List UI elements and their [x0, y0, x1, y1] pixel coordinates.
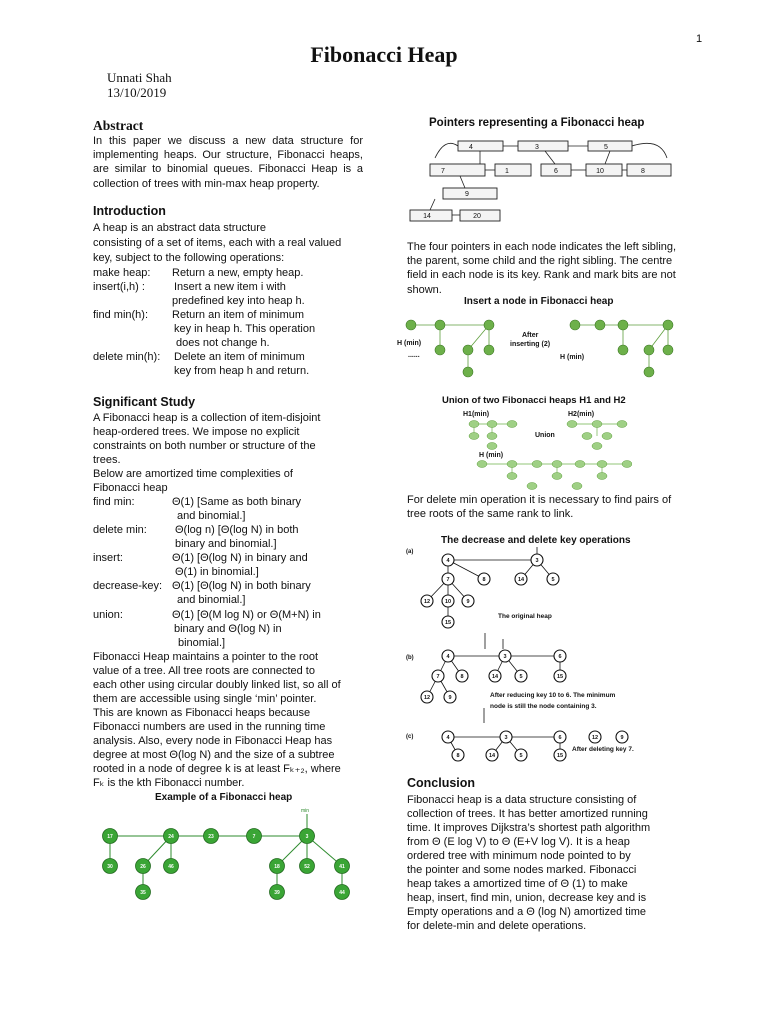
author-date: 13/10/2019	[107, 85, 167, 100]
complexity-desc: binary and binomial.]	[175, 538, 277, 550]
page-title: Fibonacci Heap	[310, 42, 458, 67]
study-line: each other using circular doubly linked list, so all of	[93, 679, 341, 691]
intro-line: consisting of a set of items, each with a real valued	[93, 237, 342, 249]
op-desc: does not change h.	[176, 337, 270, 349]
cell-label: 5	[604, 144, 608, 151]
node-label: 52	[304, 864, 310, 870]
node-label: 7	[436, 674, 440, 680]
op-name: find min(h):	[93, 309, 149, 321]
node-label: 44	[339, 890, 345, 896]
conclusion-line: heap, insert, find min, union, decrease key and is	[407, 892, 647, 904]
study-line: Fₖ is the kth Fibonacci number.	[93, 777, 245, 789]
complexity-desc: and binomial.]	[177, 510, 246, 522]
conclusion-line: the pointer and some nodes marked. Fibonacci	[407, 864, 637, 876]
complexity-desc: Θ(1) [Θ(M log N) or Θ(M+N) in	[172, 609, 321, 621]
node-label: 14	[517, 577, 525, 583]
cell-label: 14	[423, 213, 431, 220]
node-label: 12	[423, 695, 431, 701]
insert-hmin-left: H (min)	[397, 340, 422, 347]
node-label: 3	[305, 834, 309, 840]
panel-label-c: (c)	[406, 734, 414, 740]
union-figure	[462, 418, 632, 492]
author-block	[107, 70, 172, 100]
author-name: Unnati Shah	[107, 70, 172, 85]
complexity-desc: Θ(1) [Θ(log N) in binary and	[172, 552, 308, 564]
op-name: delete min(h):	[93, 351, 161, 363]
complexity-desc: Θ(1) [Θ(log N) in both binary	[172, 580, 311, 592]
study-line: them are accessible using single ‘min’ pointer.	[93, 693, 317, 705]
op-desc: key from heap h and return.	[174, 365, 310, 377]
cell-label: 20	[473, 213, 481, 220]
insert-figure	[395, 312, 685, 384]
node-label: 12	[423, 599, 431, 605]
study-heading: Significant Study	[93, 395, 196, 409]
decrease-figure-caption: The decrease and delete key operations	[441, 535, 631, 546]
op-desc: Return an item of minimum	[172, 309, 305, 321]
study-line: trees.	[93, 454, 121, 466]
node-label: 4	[446, 735, 450, 741]
node-label: 23	[208, 834, 214, 840]
after-reduce-label-1: After reducing key 10 to 6. The minimum	[490, 692, 616, 699]
study-line: Fibonacci heap	[93, 482, 168, 494]
intro-line: key, subject to the following operations:	[93, 252, 285, 264]
study-line: value of a tree. All tree roots are connected to	[93, 665, 315, 677]
node-label: 9	[620, 735, 624, 741]
original-heap-label: The original heap	[498, 613, 552, 620]
study-line: constraints on both number or structure of the	[93, 440, 316, 452]
conclusion-line: from Θ (E log V) to Θ (E+V log V). It is a heap	[407, 836, 630, 848]
complexity-desc: and binomial.]	[177, 594, 246, 606]
cell-label: 3	[535, 144, 539, 151]
conclusion-line: heap takes a amortized time of Θ (1) to make	[407, 878, 628, 890]
delete-min-text: For delete min operation it is necessary to find pairs of tree roots of the same rank to link.	[407, 494, 672, 521]
intro-line: A heap is an abstract data structure	[93, 222, 267, 234]
example-heap-figure	[90, 804, 360, 900]
node-label: 15	[556, 674, 564, 680]
union-label: Union	[535, 432, 555, 439]
op-desc: Return a new, empty heap.	[172, 267, 304, 279]
conclusion-line: Empty operations and a Θ (log N) amortized time	[407, 906, 647, 918]
complexity-name: delete min:	[93, 524, 147, 536]
node-label: 35	[140, 890, 146, 896]
node-label: 9	[448, 695, 452, 701]
insert-hmin-right: H (min)	[560, 354, 585, 361]
node-label: 8	[482, 577, 486, 583]
introduction-heading: Introduction	[93, 204, 166, 218]
node-label: 4	[446, 654, 450, 660]
study-line: analysis. Also, every node in Fibonacci Heap has	[93, 735, 333, 747]
study-line: A Fibonacci heap is a collection of item-disjoint	[93, 412, 321, 424]
node-label: 10	[444, 599, 452, 605]
insert-after: After	[522, 332, 539, 339]
node-label: 9	[466, 599, 470, 605]
op-name: insert(i,h) :	[93, 281, 145, 293]
study-line: This are known as Fibonacci heaps because	[93, 707, 311, 719]
node-label: 5	[551, 577, 555, 583]
complexity-desc: Θ(1) [Same as both binary	[172, 496, 302, 508]
union-h: H (min)	[479, 452, 504, 459]
cell-label: 8	[641, 168, 645, 175]
node-label: 18	[274, 864, 280, 870]
insert-inserting: inserting (2)	[510, 341, 551, 348]
abstract-text: In this paper we discuss a new data structure for implementing heaps. Our structure, Fibonacci heaps, are similar to binomial queues. Fibonacci Heap is a collection of trees with min-max heap property.	[93, 135, 363, 190]
node-label: 30	[107, 864, 113, 870]
conclusion-line: for delete-min and delete operations.	[407, 920, 587, 932]
node-label: 15	[444, 620, 452, 626]
cell-label: 7	[441, 168, 445, 175]
node-label: 46	[168, 864, 174, 870]
node-label: 7	[446, 577, 450, 583]
cell-label: 6	[554, 168, 558, 175]
op-desc: Delete an item of minimum	[174, 351, 305, 363]
conclusion-line: Fibonacci heap is a data structure consisting of	[407, 794, 637, 806]
node-label: 3	[504, 735, 508, 741]
conclusion-heading: Conclusion	[407, 776, 476, 790]
cell-label: 4	[469, 144, 473, 151]
pointers-figure	[405, 134, 680, 230]
cell-label: 9	[465, 191, 469, 198]
node-label: 4	[446, 558, 450, 564]
min-label: min	[301, 808, 310, 814]
node-label: 3	[535, 558, 539, 564]
op-desc: Insert a new item i with	[174, 281, 286, 293]
study-line: degree at most Θ(log N) and the size of a subtree	[93, 749, 335, 761]
node-label: 14	[488, 753, 496, 759]
op-desc: predefined key into heap h.	[172, 295, 305, 307]
node-label: 8	[456, 753, 460, 759]
example-figure-caption: Example of a Fibonacci heap	[155, 792, 293, 803]
pointers-text: The four pointers in each node indicates the left sibling, the parent, some child and the right sibling. The centre field in each node is its key. Rank and mark bits are not shown.	[407, 241, 677, 296]
op-name: make heap:	[93, 267, 151, 279]
study-line: rooted in a node of degree k is at least Fₖ₊₂, where	[93, 763, 341, 775]
op-desc: key in heap h. This operation	[174, 323, 316, 335]
node-label: 12	[591, 735, 599, 741]
conclusion-line: ordered tree with minimum node pointed to by	[407, 850, 631, 862]
node-label: 5	[519, 753, 523, 759]
node-label: 41	[339, 864, 345, 870]
after-delete-label: After deleting key 7.	[572, 746, 634, 753]
union-h1: H1(min)	[463, 411, 490, 418]
study-line: Below are amortized time complexities of	[93, 468, 293, 480]
complexity-name: insert:	[93, 552, 123, 564]
node-label: 6	[558, 654, 562, 660]
complexity-desc: Θ(1) in binomial.]	[175, 566, 259, 578]
node-label: 17	[107, 834, 113, 840]
insert-dots: ......	[408, 352, 420, 359]
complexity-desc: binomial.]	[178, 637, 226, 649]
complexity-desc: Θ(log n) [Θ(log N) in both	[175, 524, 299, 536]
study-line: Fibonacci Heap maintains a pointer to the root	[93, 651, 319, 663]
node-label: 6	[558, 735, 562, 741]
node-label: 39	[274, 890, 280, 896]
node-label: 24	[168, 834, 174, 840]
study-line: heap-ordered trees. We impose no explicit	[93, 426, 300, 438]
node-label: 26	[140, 864, 146, 870]
node-label: 5	[519, 674, 523, 680]
conclusion-line: collection of trees. It has better amortized running	[407, 808, 648, 820]
conclusion-line: time. It improves Dijkstra’s shortest path algorithm	[407, 822, 651, 834]
node-label: 7	[252, 834, 256, 840]
union-figure-caption: Union of two Fibonacci heaps H1 and H2	[442, 395, 626, 406]
page-number: 1	[696, 33, 703, 45]
panel-label-a: (a)	[406, 549, 414, 555]
complexity-name: find min:	[93, 496, 135, 508]
complexity-name: union:	[93, 609, 123, 621]
union-h2: H2(min)	[568, 411, 595, 418]
complexity-name: decrease-key:	[93, 580, 163, 592]
pointers-figure-caption: Pointers representing a Fibonacci heap	[429, 117, 645, 129]
cell-label: 10	[596, 168, 604, 175]
abstract-heading: Abstract	[93, 118, 144, 133]
insert-figure-caption: Insert a node in Fibonacci heap	[464, 296, 614, 307]
node-label: 3	[503, 654, 507, 660]
node-label: 14	[491, 674, 499, 680]
node-label: 8	[460, 674, 464, 680]
panel-label-b: (b)	[406, 655, 414, 661]
complexity-desc: binary and Θ(log N) in	[174, 623, 282, 635]
decrease-figure	[400, 545, 645, 767]
after-reduce-label-2: node is still the node containing 3.	[490, 703, 597, 710]
cell-label: 1	[505, 168, 509, 175]
node-label: 15	[556, 753, 564, 759]
study-line: Fibonacci numbers are used in the running time	[93, 721, 326, 733]
